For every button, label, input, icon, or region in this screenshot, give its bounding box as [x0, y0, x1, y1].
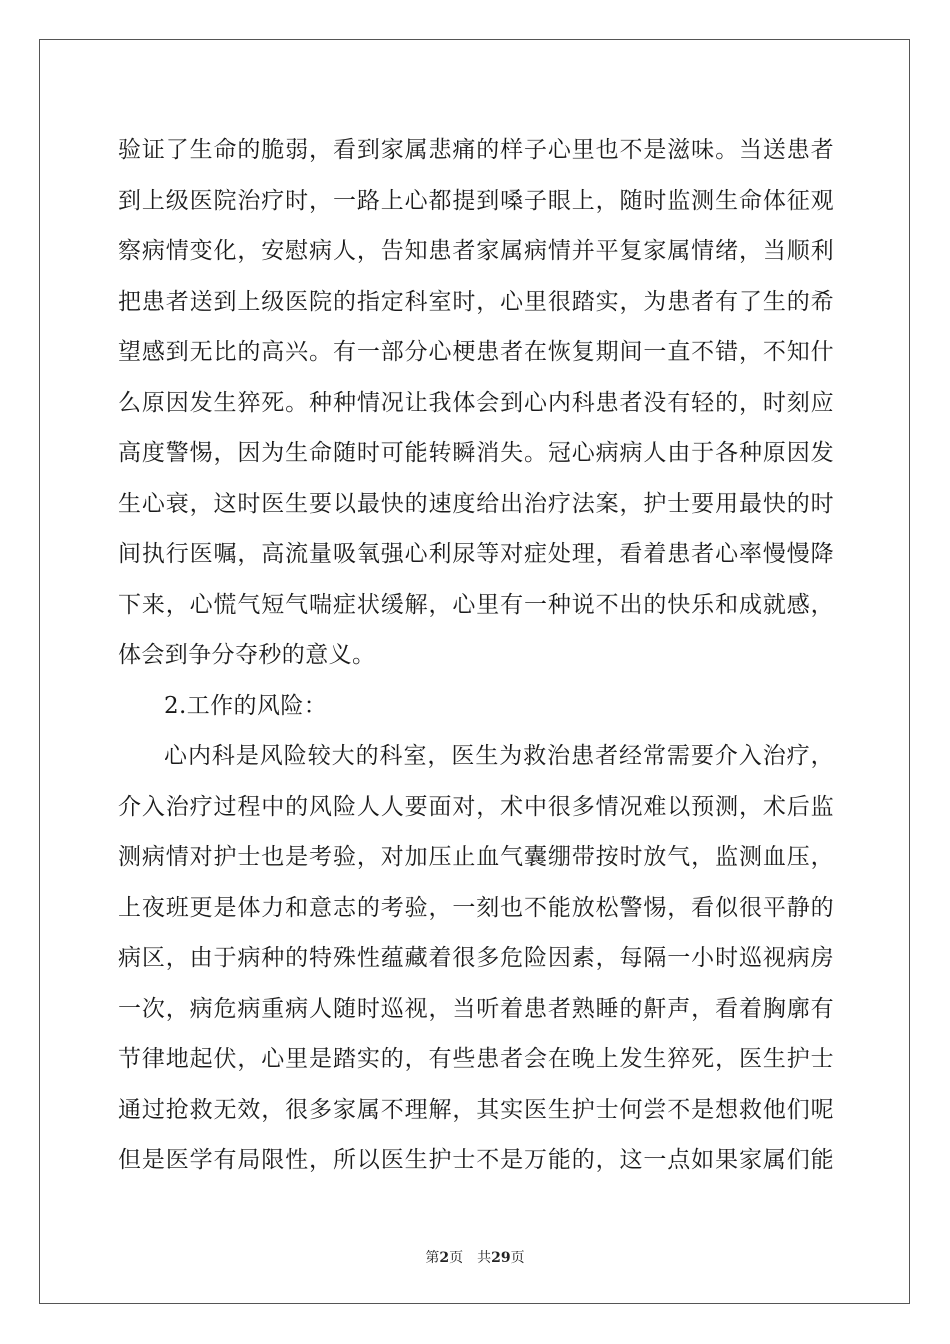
text-line: 高度警惕，因为生命随时可能转瞬消失。冠心病病人由于各种原因发	[118, 440, 834, 466]
page-suffix: 页	[449, 1250, 464, 1266]
text-line: 上夜班更是体力和意志的考验，一刻也不能放松警惕，看似很平静的	[118, 894, 834, 921]
text-line: 把患者送到上级医院的指定科室时，心里很踏实，为患者有了生的希	[118, 288, 834, 315]
document-body	[118, 125, 834, 1186]
total-prefix: 共	[477, 1250, 492, 1266]
text-line: 但是医学有局限性，所以医生护士不是万能的，这一点如果家属们能	[118, 1147, 834, 1173]
text-line: 介入治疗过程中的风险人人要面对，术中很多情况难以预测，术后监	[118, 793, 834, 820]
text-line: 体会到争分夺秒的意义。	[118, 642, 376, 668]
text-line: 2.工作的风险：	[164, 692, 328, 719]
text-line: 病区，由于病种的特殊性蕴藏着很多危险因素，每隔一小时巡视病房	[118, 945, 834, 971]
text-line: 验证了生命的脆弱，看到家属悲痛的样子心里也不是滋味。当送患者	[118, 137, 834, 163]
page-footer	[0, 1247, 950, 1267]
text-line: 通过抢救无效，很多家属不理解，其实医生护士何尝不是想救他们呢	[118, 1096, 834, 1123]
total-suffix: 页	[510, 1250, 525, 1266]
text-line: 心内科是风险较大的科室，医生为救治患者经常需要介入治疗，	[164, 743, 834, 769]
text-line: 间执行医嘱，高流量吸氧强心利尿等对症处理，看着患者心率慢慢降	[118, 541, 834, 567]
text-line: 生心衰，这时医生要以最快的速度给出治疗法案，护士要用最快的时	[118, 490, 834, 517]
page-prefix: 第	[425, 1250, 440, 1266]
text-line: 节律地起伏，心里是踏实的，有些患者会在晚上发生猝死，医生护士	[118, 1046, 834, 1072]
text-line: 一次，病危病重病人随时巡视，当听着患者熟睡的鼾声，看着胸廓有	[118, 995, 834, 1022]
text-line: 到上级医院治疗时，一路上心都提到嗓子眼上，随时监测生命体征观	[118, 187, 834, 214]
page-number: 2	[439, 1250, 450, 1266]
total-pages: 29	[491, 1250, 511, 1266]
text-line: 么原因发生猝死。种种情况让我体会到心内科患者没有轻的，时刻应	[118, 389, 834, 416]
text-line: 望感到无比的高兴。有一部分心梗患者在恢复期间一直不错，不知什	[118, 339, 834, 365]
text-line: 测病情对护士也是考验，对加压止血气囊绷带按时放气，监测血压，	[118, 844, 834, 870]
text-line: 察病情变化，安慰病人，告知患者家属病情并平复家属情绪，当顺利	[118, 238, 834, 264]
text-line: 下来，心慌气短气喘症状缓解，心里有一种说不出的快乐和成就感，	[118, 591, 834, 618]
